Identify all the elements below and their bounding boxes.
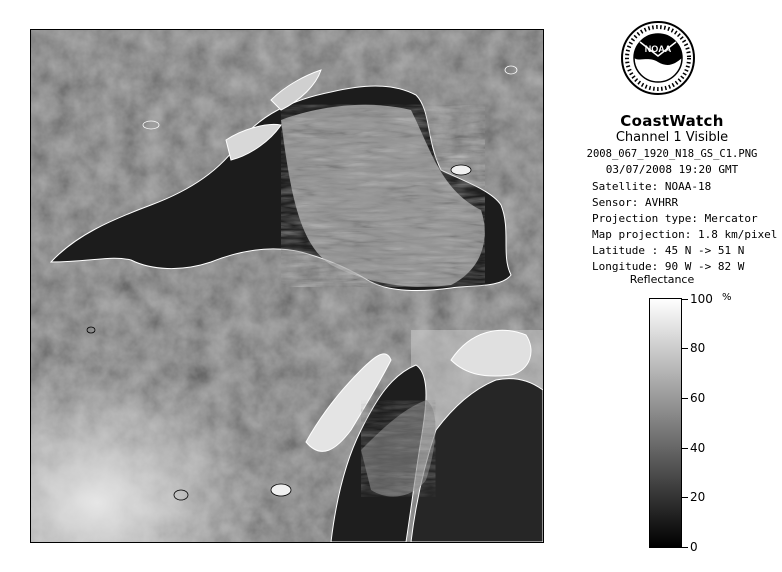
tick-mark [682, 299, 688, 300]
meta-satellite: Satellite: NOAA-18 [592, 180, 712, 193]
tick-label: 60 [690, 391, 706, 405]
meta-longitude: Longitude: 90 W -> 82 W [592, 260, 745, 273]
inland-lake [271, 484, 291, 496]
date-time: 03/07/2008 19:20 GMT [605, 163, 739, 176]
inland-lake [451, 165, 471, 175]
tick-label: 0 [690, 540, 698, 554]
legend-unit: % [722, 292, 732, 303]
tick-label: 40 [690, 441, 706, 455]
tick-mark [682, 398, 688, 399]
logo-text: NOAA [644, 44, 672, 54]
meta-sensor: Sensor: AVHRR [592, 196, 679, 209]
satellite-image [30, 29, 544, 543]
snow-land [31, 280, 361, 542]
satellite-map-svg [31, 30, 543, 542]
tick-label: 20 [690, 490, 706, 504]
noaa-logo-icon [620, 20, 696, 96]
meta-map-projection: Map projection: 1.8 km/pixel [592, 228, 778, 241]
tick-mark [682, 497, 688, 498]
channel-subtitle: Channel 1 Visible [615, 130, 729, 145]
tick-label: 100 [690, 292, 713, 306]
tick-mark [682, 547, 688, 548]
tick-label: 80 [690, 341, 706, 355]
file-name: 2008_067_1920_N18_GS_C1.PNG [586, 148, 758, 160]
tick-mark [682, 348, 688, 349]
reflectance-colorbar [649, 298, 682, 548]
legend-title: Reflectance [629, 273, 695, 286]
meta-projection-type: Projection type: Mercator [592, 212, 758, 225]
tick-mark [682, 448, 688, 449]
app-title: CoastWatch [620, 112, 724, 130]
meta-latitude: Latitude : 45 N -> 51 N [592, 244, 745, 257]
